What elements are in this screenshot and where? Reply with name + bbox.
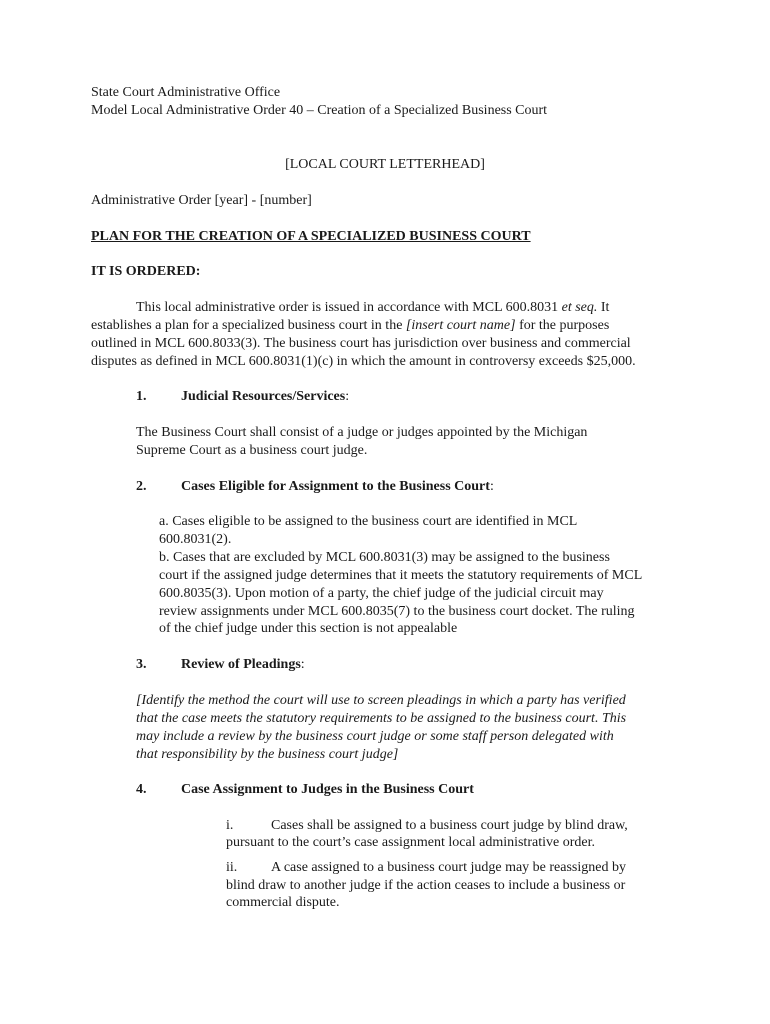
section-line: The Business Court shall consist of a judge or judges appointed by the Michigan — [136, 425, 588, 440]
section-heading — [181, 478, 494, 496]
section-heading-text: Cases Eligible for Assignment to the Business Court — [181, 479, 490, 494]
section-number: 1. — [136, 389, 147, 404]
item-line: A case assigned to a business court judge may be reassigned by — [271, 860, 626, 875]
ordered-heading: IT IS ORDERED: — [91, 264, 201, 279]
section-line: b. Cases that are excluded by MCL 600.8031(3) may be assigned to the business — [159, 550, 610, 565]
section-line: [Identify the method the court will use to screen pleadings in which a party has verified — [136, 693, 626, 708]
item-marker: ii. — [226, 860, 238, 875]
section-number: 3. — [136, 657, 147, 672]
intro-line-3: outlined in MCL 600.8033(3). The business court has jurisdiction over business and commercial — [91, 336, 631, 351]
section-line: a. Cases eligible to be assigned to the business court are identified in MCL — [159, 514, 578, 529]
section-line: 600.8035(3). Upon motion of a party, the chief judge of the judicial circuit may — [159, 586, 604, 601]
intro-et-seq: et seq. — [561, 300, 598, 315]
admin-order-line: Administrative Order [year] - [number] — [91, 193, 312, 208]
section-line: that the case meets the statutory requirements to be assigned to the business court. This — [136, 711, 627, 726]
plan-title: PLAN FOR THE CREATION OF A SPECIALIZED BUSINESS COURT — [91, 229, 531, 244]
section-line: that responsibility by the business court judge] — [136, 747, 399, 762]
section-heading-suffix: : — [489, 479, 494, 494]
section-heading-text: Review of Pleadings — [181, 657, 301, 672]
section-number: 4. — [136, 782, 147, 797]
intro-text: establishes a plan for a specialized business court in the — [91, 318, 406, 333]
section-line: of the chief judge under this section is not appealable — [159, 621, 458, 636]
section-heading — [181, 656, 305, 674]
section-number: 2. — [136, 479, 147, 494]
insert-court-name: [insert court name] — [405, 318, 516, 333]
intro-text: This local administrative order is issued in accordance with MCL 600.8031 — [136, 300, 562, 315]
section-line: court if the assigned judge determines that it meets the statutory requirements of MCL — [159, 568, 643, 583]
item-marker: i. — [226, 818, 234, 833]
section-heading-suffix: : — [345, 389, 350, 404]
section-heading-text: Case Assignment to Judges in the Business Court — [181, 782, 474, 797]
section-heading-suffix: : — [300, 657, 305, 672]
section-heading — [181, 388, 349, 406]
section-line: Supreme Court as a business court judge. — [136, 443, 368, 458]
item-line: pursuant to the court’s case assignment local administrative order. — [226, 835, 595, 850]
section-heading-text: Judicial Resources/Services — [181, 389, 346, 404]
section-line: 600.8031(2). — [159, 532, 232, 547]
item-line: blind draw to another judge if the action ceases to include a business or — [226, 878, 626, 893]
section-line: may include a review by the business court judge or some staff person delegated with — [136, 729, 614, 744]
intro-text: for the purposes — [515, 318, 610, 333]
intro-line-1 — [136, 299, 609, 317]
section-heading — [181, 781, 474, 799]
intro-line-4: disputes as defined in MCL 600.8031(1)(c) in which the amount in controversy exceeds $25,000. — [91, 354, 636, 369]
intro-line-2 — [91, 317, 609, 335]
header-order-title: Model Local Administrative Order 40 – Creation of a Specialized Business Court — [91, 103, 548, 118]
header-office: State Court Administrative Office — [91, 85, 281, 100]
letterhead: [LOCAL COURT LETTERHEAD] — [285, 157, 485, 172]
item-line: commercial dispute. — [226, 895, 340, 910]
intro-text: It — [597, 300, 610, 315]
item-line: Cases shall be assigned to a business court judge by blind draw, — [271, 818, 628, 833]
section-line: review assignments under MCL 600.8035(7) to the business court docket. The ruling — [159, 604, 635, 619]
